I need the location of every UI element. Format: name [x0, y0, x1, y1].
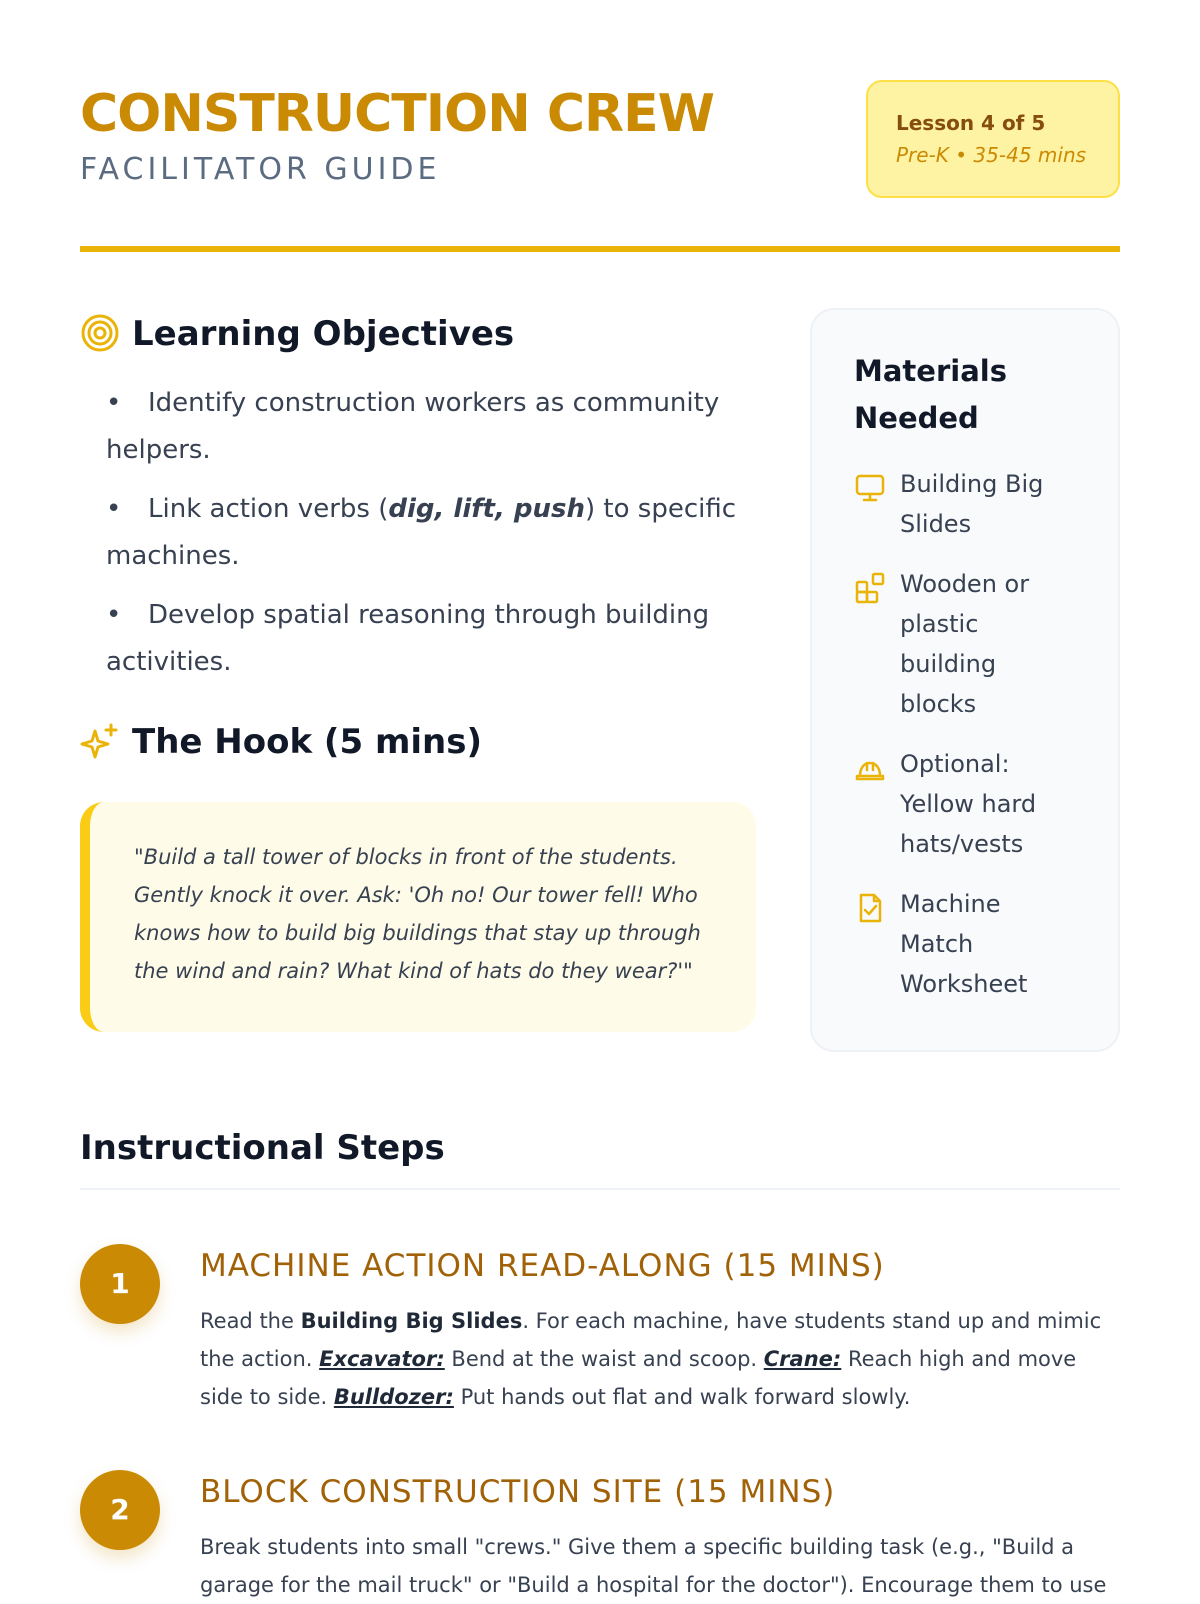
bullet: •: [106, 600, 122, 630]
material-label: Optional: Yellow hard hats/vests: [900, 750, 1037, 858]
hook-quote: "Build a tall tower of blocks in front of the students. Gently knock it over. Ask: 'Oh no! Our tower fell! Who knows how to build big buildings that stay up through the wind and rain? What kind of hats do they wear?'": [134, 845, 701, 983]
list-item: [854, 564, 1078, 724]
step-text: . For each machine, have students stand up and mimic the action.: [200, 1309, 1102, 1371]
material-label: Wooden or plastic building blocks: [900, 570, 1030, 718]
step-number-badge: 2: [80, 1470, 160, 1550]
list-item: [106, 486, 746, 580]
step-text: Read the: [200, 1309, 301, 1333]
materials-heading: Materials Needed: [854, 354, 1007, 435]
presentation-icon: [854, 472, 886, 504]
lesson-badge: [866, 80, 1120, 198]
hook-quote-box: [80, 802, 756, 1032]
step-title: BLOCK CONSTRUCTION SITE (15 MINS): [200, 1474, 836, 1510]
materials-card: [810, 308, 1120, 1052]
step-term: Excavator:: [319, 1347, 445, 1371]
list-item: [106, 592, 746, 686]
header-divider: [80, 246, 1120, 252]
worksheet-icon: [854, 892, 886, 924]
step-text: Put hands out flat and walk forward slowly.: [453, 1385, 911, 1409]
objective-text-before: Link action verbs (: [148, 494, 389, 524]
objectives-list: [106, 380, 746, 698]
objective-text: Develop spatial reasoning through building activities.: [106, 600, 710, 677]
steps-divider: [80, 1188, 1120, 1190]
step-text: Bend at the waist and scoop.: [444, 1347, 764, 1371]
steps-heading: Instructional Steps: [80, 1128, 445, 1168]
hook-heading-label: The Hook (5 mins): [132, 722, 483, 762]
list-item: [854, 744, 1078, 864]
bullet: •: [106, 388, 122, 418]
page-title: CONSTRUCTION CREW: [80, 84, 714, 144]
blocks-icon: [854, 572, 886, 604]
lesson-meta: Pre-K • 35-45 mins: [896, 143, 1087, 167]
hard-hat-icon: [854, 752, 886, 784]
material-label: Building Big Slides: [900, 470, 1044, 538]
target-icon: [80, 313, 120, 353]
step-term: Crane:: [763, 1347, 842, 1371]
step-bold: Building Big Slides: [300, 1309, 523, 1333]
objective-emphasis: dig, lift, push: [388, 494, 586, 524]
step-text: Reach high and move side to side.: [200, 1347, 1077, 1409]
lesson-number: Lesson 4 of 5: [896, 111, 1046, 135]
material-label: Machine Match Worksheet: [900, 890, 1028, 998]
step-text: Break students into small "crews." Give them a specific building task (e.g., "Build a garage for the mail truck" or "Build a hospital for the doctor"). Encourage them to use: [200, 1535, 1107, 1597]
hook-heading: [80, 720, 482, 764]
bullet: •: [106, 494, 122, 524]
page-header: [80, 80, 1120, 204]
step-number-badge: 1: [80, 1244, 160, 1324]
list-item: [854, 884, 1078, 1004]
step-body: [200, 1302, 1120, 1416]
list-item: [854, 464, 1078, 544]
objectives-heading: [80, 312, 514, 356]
objectives-heading-label: Learning Objectives: [132, 314, 515, 354]
step-title: MACHINE ACTION READ-ALONG (15 MINS): [200, 1248, 885, 1284]
page-subtitle: FACILITATOR GUIDE: [80, 152, 441, 187]
list-item: [106, 380, 746, 474]
objective-text-after: ) to specific machines.: [106, 494, 737, 571]
step-body: [200, 1528, 1120, 1604]
step-term: Bulldozer:: [333, 1385, 454, 1409]
sparkles-icon: [80, 721, 120, 761]
objective-text: Identify construction workers as community helpers.: [106, 388, 720, 465]
